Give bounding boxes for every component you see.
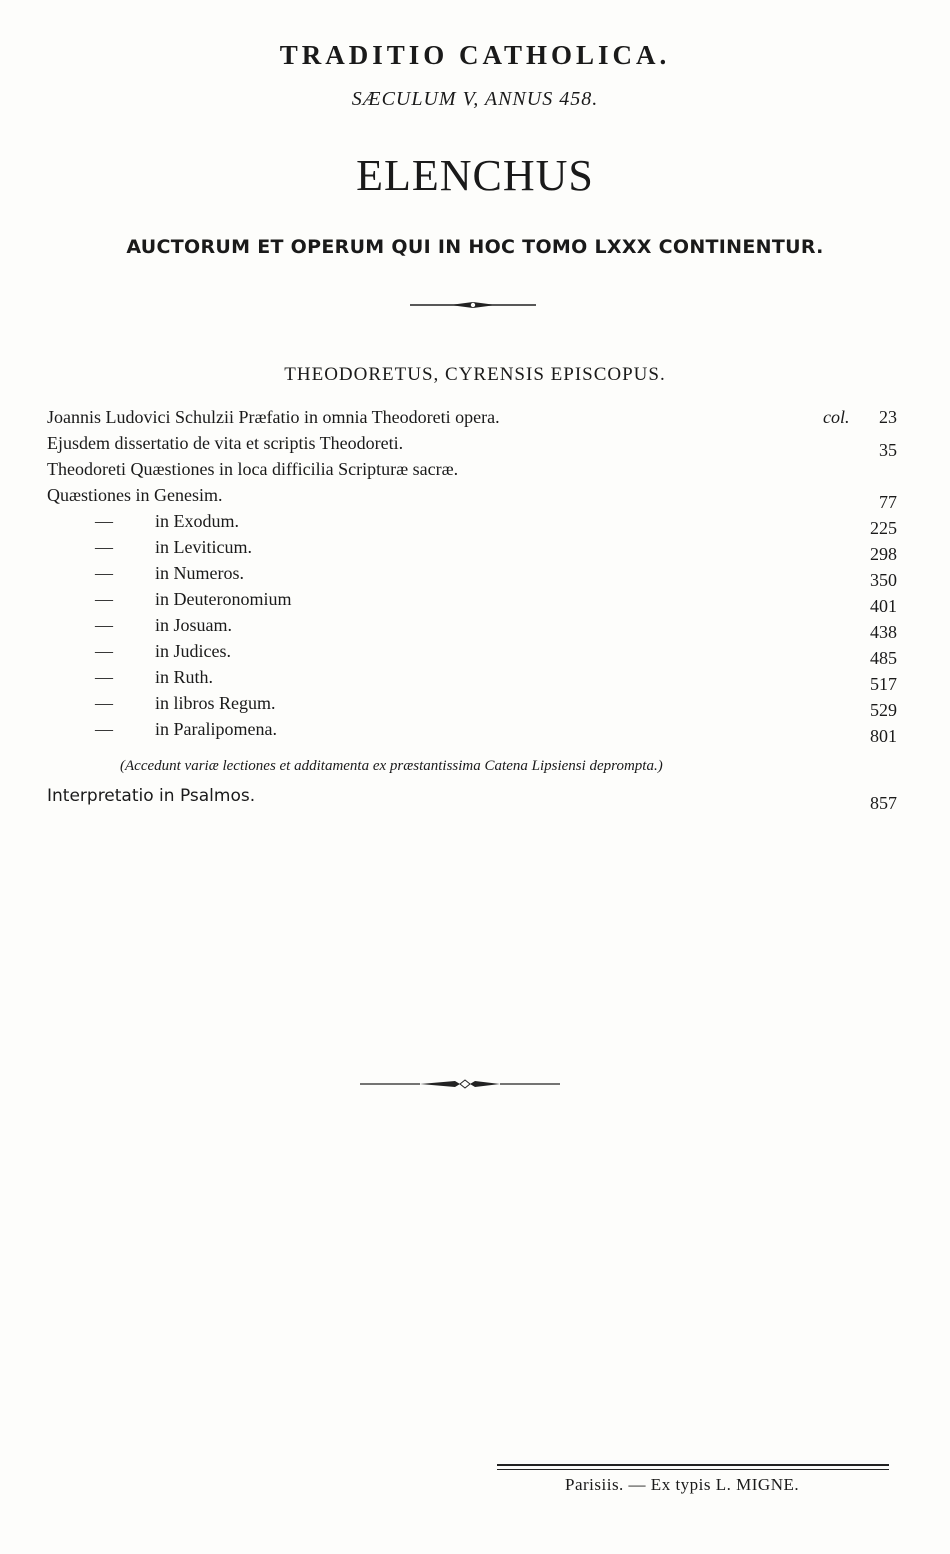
toc-entry — [47, 433, 897, 460]
ditto-dash: — — [95, 537, 113, 557]
subentry-title: in Josuam. — [155, 615, 233, 635]
entry-col: 350 — [870, 570, 897, 590]
subentry-title: in Exodum. — [155, 511, 239, 531]
heading: ELENCHUS — [356, 151, 594, 200]
ditto-dash: — — [95, 589, 113, 609]
subentry-title: in Judices. — [155, 641, 231, 661]
ornament-divider — [360, 1078, 560, 1090]
ditto-dash: — — [95, 511, 113, 531]
section-author: THEODORETUS, CYRENSIS EPISCOPUS. — [284, 364, 666, 385]
footer-rule — [497, 1469, 889, 1470]
toc-entry — [47, 459, 897, 483]
entry-col: 23 — [879, 407, 897, 427]
entry-title: Interpretatio in Psalmos. — [47, 786, 256, 806]
subentry-title: in Deuteronomium — [155, 589, 292, 609]
subentry-title: in Numeros. — [155, 563, 244, 583]
entry-col: 225 — [870, 518, 897, 538]
ditto-dash: — — [95, 693, 113, 713]
toc-subentry — [47, 511, 897, 538]
ditto-dash: — — [95, 667, 113, 687]
subentry-title: in libros Regum. — [155, 693, 276, 713]
ditto-dash: — — [95, 641, 113, 661]
imprint: Parisiis. — Ex typis L. MIGNE. — [565, 1475, 800, 1494]
toc-subentry — [47, 693, 897, 720]
entry-col: 298 — [870, 544, 897, 564]
toc-subentry — [47, 615, 897, 642]
toc-subentry — [47, 667, 897, 694]
entry-title: Joannis Ludovici Schulzii Præfatio in omnia Theodoreti opera. — [47, 407, 500, 427]
toc-subentry — [47, 641, 897, 668]
toc-subentry — [47, 589, 897, 616]
entry-col: 77 — [879, 492, 897, 512]
editorial-note: (Accedunt variæ lectiones et additamenta ex præstantissima Catena Lipsiensi deprompta.) — [120, 758, 663, 774]
subentry-title: in Ruth. — [155, 667, 214, 687]
toc-subentry — [47, 537, 897, 564]
toc-entry — [47, 786, 897, 813]
ditto-dash: — — [95, 719, 113, 739]
ditto-dash: — — [95, 563, 113, 583]
toc-entry — [47, 485, 897, 512]
page-title: TRADITIO CATHOLICA. — [279, 40, 671, 70]
entry-col: 857 — [870, 793, 897, 813]
entry-col: 801 — [870, 726, 897, 746]
toc-entry — [47, 407, 897, 431]
entry-col: 35 — [879, 440, 897, 460]
entry-col: 438 — [870, 622, 897, 642]
entry-col: 529 — [870, 700, 897, 720]
col-label: col. — [823, 407, 850, 427]
subentry-title: in Paralipomena. — [155, 719, 277, 739]
entry-title: Ejusdem dissertatio de vita et scriptis Theodoreti. — [47, 433, 404, 453]
subheading: AUCTORUM ET OPERUM QUI IN HOC TOMO LXXX CONTINENTUR. — [126, 236, 824, 258]
ditto-dash: — — [95, 615, 113, 635]
subentry-title: in Leviticum. — [155, 537, 252, 557]
entry-col: 485 — [870, 648, 897, 668]
page-subtitle: SÆCULUM V, ANNUS 458. — [351, 88, 599, 110]
footer-rule — [497, 1464, 889, 1466]
toc-subentry — [47, 719, 897, 746]
toc-subentry — [47, 563, 897, 590]
entry-col: 401 — [870, 596, 897, 616]
entry-title: Theodoreti Quæstiones in loca difficilia Scripturæ sacræ. — [47, 459, 459, 479]
entry-col: 517 — [870, 674, 897, 694]
ornament-divider — [410, 300, 536, 310]
entry-title: Quæstiones in Genesim. — [47, 485, 223, 505]
